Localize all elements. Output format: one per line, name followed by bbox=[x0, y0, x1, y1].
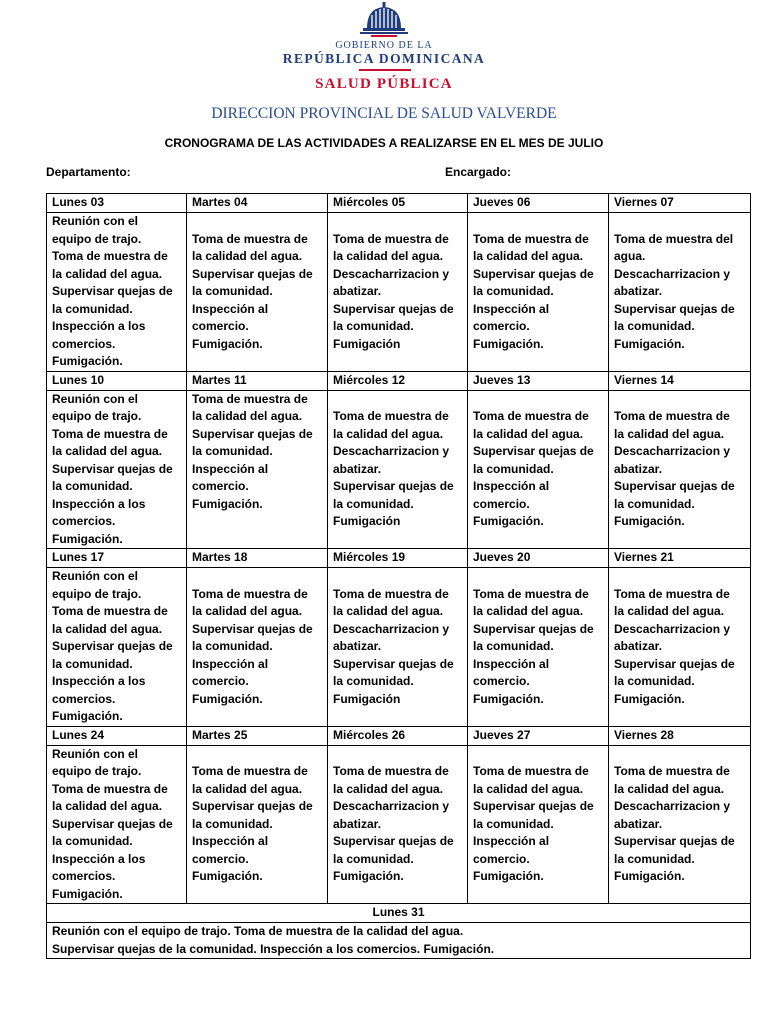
last-day-header-row bbox=[47, 904, 751, 923]
last-day-activities-row bbox=[47, 923, 751, 959]
day-activities: Reunión con el equipo de trajo. Toma de muestra de la calidad del agua. Supervisar quejas de la comunidad. Inspección a los comercios. Fumigación. bbox=[47, 923, 751, 959]
day-header: Viernes 14 bbox=[609, 371, 751, 390]
header-salud-publica: SALUD PÚBLICA bbox=[315, 76, 453, 92]
day-activities: Reunión con el equipo de trajo. Toma de muestra de la calidad del agua. Supervisar quejas de la comunidad. Inspección a los comercios. Fumigación. bbox=[47, 745, 187, 904]
day-activities: Toma de muestra de la calidad del agua. Descacharrizacion y abatizar. Supervisar quejas de la comunidad. Fumigación. bbox=[328, 745, 468, 904]
week-activities-row bbox=[47, 213, 751, 372]
day-activities: Toma de muestra de la calidad del agua. Descacharrizacion y abatizar. Supervisar quejas de la comunidad. Fumigación. bbox=[609, 390, 751, 549]
page-subtitle: CRONOGRAMA DE LAS ACTIVIDADES A REALIZARSE EN EL MES DE JULIO bbox=[164, 136, 604, 150]
capitol-dome-icon bbox=[357, 2, 411, 42]
day-header: Miércoles 26 bbox=[328, 726, 468, 745]
day-activities: Toma de muestra de la calidad del agua. Supervisar quejas de la comunidad. Inspección al comercio. Fumigación. bbox=[468, 390, 609, 549]
day-activities: Toma de muestra de la calidad del agua. Descacharrizacion y abatizar. Supervisar quejas de la comunidad. Fumigación. bbox=[609, 568, 751, 727]
day-header: Jueves 20 bbox=[468, 549, 609, 568]
day-activities: Toma de muestra de la calidad del agua. Descacharrizacion y abatizar. Supervisar quejas de la comunidad. Fumigación bbox=[328, 568, 468, 727]
day-header: Martes 04 bbox=[187, 194, 328, 213]
week-activities-row bbox=[47, 745, 751, 904]
day-header: Martes 18 bbox=[187, 549, 328, 568]
departamento-label: Departamento: bbox=[46, 165, 131, 179]
day-activities: Toma de muestra de la calidad del agua. Supervisar quejas de la comunidad. Inspección al comercio. Fumigación. bbox=[187, 568, 328, 727]
day-activities: Toma de muestra de la calidad del agua. Supervisar quejas de la comunidad. Inspección al comercio. Fumigación. bbox=[187, 213, 328, 372]
day-activities: Reunión con el equipo de trajo. Toma de muestra de la calidad del agua. Supervisar quejas de la comunidad. Inspección a los comercios. Fumigación. bbox=[47, 213, 187, 372]
day-activities: Reunión con el equipo de trajo. Toma de muestra de la calidad del agua. Supervisar quejas de la comunidad. Inspección a los comercios. Fumigación. bbox=[47, 568, 187, 727]
day-header: Lunes 24 bbox=[47, 726, 187, 745]
encargado-label: Encargado: bbox=[445, 165, 512, 179]
day-header: Jueves 06 bbox=[468, 194, 609, 213]
page-title: DIRECCION PROVINCIAL DE SALUD VALVERDE bbox=[211, 105, 557, 122]
day-header: Jueves 27 bbox=[468, 726, 609, 745]
day-header: Miércoles 19 bbox=[328, 549, 468, 568]
day-header: Jueves 13 bbox=[468, 371, 609, 390]
schedule-table bbox=[46, 193, 751, 959]
day-header: Viernes 28 bbox=[609, 726, 751, 745]
day-header: Miércoles 12 bbox=[328, 371, 468, 390]
day-header: Miércoles 05 bbox=[328, 194, 468, 213]
day-activities: Toma de muestra de la calidad del agua. Supervisar quejas de la comunidad. Inspección al comercio. Fumigación. bbox=[468, 213, 609, 372]
day-activities: Toma de muestra de la calidad del agua. Descacharrizacion y abatizar. Supervisar quejas de la comunidad. Fumigación. bbox=[609, 745, 751, 904]
day-activities: Toma de muestra de la calidad del agua. Supervisar quejas de la comunidad. Inspección al comercio. Fumigación. bbox=[187, 745, 328, 904]
week-activities-row bbox=[47, 390, 751, 549]
day-activities: Reunión con el equipo de trajo. Toma de muestra de la calidad del agua. Supervisar quejas de la comunidad. Inspección a los comercios. Fumigación. bbox=[47, 390, 187, 549]
week-header-row bbox=[47, 194, 751, 213]
day-activities: Toma de muestra de la calidad del agua. Supervisar quejas de la comunidad. Inspección al comercio. Fumigación. bbox=[468, 745, 609, 904]
day-header: Lunes 17 bbox=[47, 549, 187, 568]
day-header: Viernes 07 bbox=[609, 194, 751, 213]
day-header: Lunes 31 bbox=[47, 904, 751, 923]
day-header: Viernes 21 bbox=[609, 549, 751, 568]
week-activities-row bbox=[47, 568, 751, 727]
day-header: Lunes 03 bbox=[47, 194, 187, 213]
day-activities: Toma de muestra de la calidad del agua. Supervisar quejas de la comunidad. Inspección al comercio. Fumigación. bbox=[187, 390, 328, 549]
week-header-row bbox=[47, 371, 751, 390]
week-header-row bbox=[47, 549, 751, 568]
day-header: Lunes 10 bbox=[47, 371, 187, 390]
divider-line bbox=[359, 69, 411, 71]
day-activities: Toma de muestra de la calidad del agua. Supervisar quejas de la comunidad. Inspección al comercio. Fumigación. bbox=[468, 568, 609, 727]
day-header: Martes 11 bbox=[187, 371, 328, 390]
header-republica: REPÚBLICA DOMINICANA bbox=[282, 51, 486, 66]
week-header-row bbox=[47, 726, 751, 745]
day-header: Martes 25 bbox=[187, 726, 328, 745]
day-activities: Toma de muestra del agua. Descacharrizacion y abatizar. Supervisar quejas de la comunidad. Fumigación. bbox=[609, 213, 751, 372]
header-gobierno: GOBIERNO DE LA bbox=[335, 40, 433, 51]
day-activities: Toma de muestra de la calidad del agua. Descacharrizacion y abatizar. Supervisar quejas de la comunidad. Fumigación bbox=[328, 213, 468, 372]
day-activities: Toma de muestra de la calidad del agua. Descacharrizacion y abatizar. Supervisar quejas de la comunidad. Fumigación bbox=[328, 390, 468, 549]
